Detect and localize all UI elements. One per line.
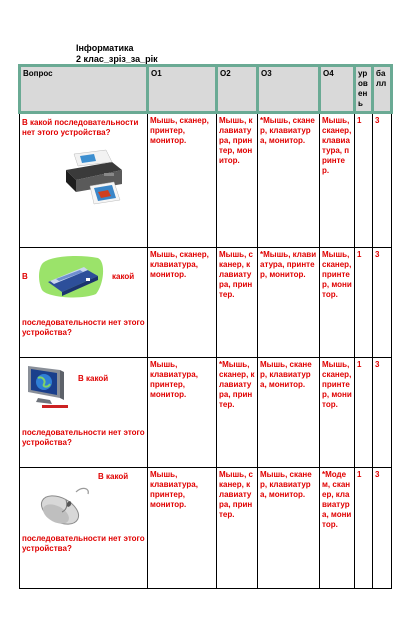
document-title [76,43,158,65]
score-value: 3 [373,113,392,248]
mouse-icon [36,484,92,528]
table-row [20,113,392,248]
question-rest: последовательности нет этого устройства? [22,428,145,447]
question-mid: какой [112,272,135,281]
header-o4: О4 [320,66,355,113]
monitor-icon [22,362,70,410]
answer-o1: Мышь, клавиатура, принтер, монитор. [148,358,217,468]
answer-o4: Мышь, сканер, принтер, монитор. [320,358,355,468]
level-value: 1 [355,248,373,358]
header-level: уровень [355,66,373,113]
question-rest: последовательности нет этого устройства? [22,534,145,553]
header-o3: О3 [258,66,320,113]
answer-o1: Мышь, клавиатура, принтер, монитор. [148,468,217,589]
header-question: Вопрос [20,66,148,113]
answer-o2: Мышь, сканер, клавиатура, принтер. [217,248,258,358]
level-value: 1 [355,468,373,589]
table-row [20,358,392,468]
answer-o4: Мышь, сканер, принтер, монитор. [320,248,355,358]
header-o1: О1 [148,66,217,113]
level-value: 1 [355,358,373,468]
score-value: 3 [373,468,392,589]
answer-o3: *Мышь, клавиатура, принтер, монитор. [258,248,320,358]
question-cell [20,248,148,358]
answer-o3: *Мышь, сканер, клавиатура, монитор. [258,113,320,248]
question-cell [20,113,148,248]
score-value: 3 [373,248,392,358]
answer-o2: *Мышь, сканер, клавиатура, принтер. [217,358,258,468]
answer-o1: Мышь, сканер, клавиатура, монитор. [148,248,217,358]
scanner-icon [38,254,106,300]
subject-title: Інформатика [76,43,134,53]
quiz-table [18,64,393,589]
header-o2: О2 [217,66,258,113]
question-cell [20,468,148,589]
question-line [22,254,145,300]
table-row [20,468,392,589]
header-score: балл [373,66,392,113]
table-header-row [20,66,392,113]
question-mid: В какой [98,472,129,481]
answer-o2: Мышь, клавиатура, принтер, монитор. [217,113,258,248]
printer-icon [60,148,126,206]
grade-title: 2 клас_зріз_за_рік [76,54,158,64]
question-rest: последовательности нет этого устройства? [22,318,145,337]
answer-o2: Мышь, сканер, клавиатура, принтер. [217,468,258,589]
question-line [22,362,145,410]
answer-o4: *Модем, сканер, клавиатура, монитор. [320,468,355,589]
question-mid: В какой [78,374,109,383]
question-text: В какой последовательности нет этого устройства? [22,118,139,137]
score-value: 3 [373,358,392,468]
table-row [20,248,392,358]
answer-o4: Мышь, сканер, клавиатура, принтер. [320,113,355,248]
question-cell [20,358,148,468]
answer-o1: Мышь, сканер, принтер, монитор. [148,113,217,248]
answer-o3: Мышь, сканер, клавиатура, монитор. [258,468,320,589]
level-value: 1 [355,113,373,248]
question-lead: В [22,272,28,281]
answer-o3: Мышь, сканер, клавиатура, монитор. [258,358,320,468]
